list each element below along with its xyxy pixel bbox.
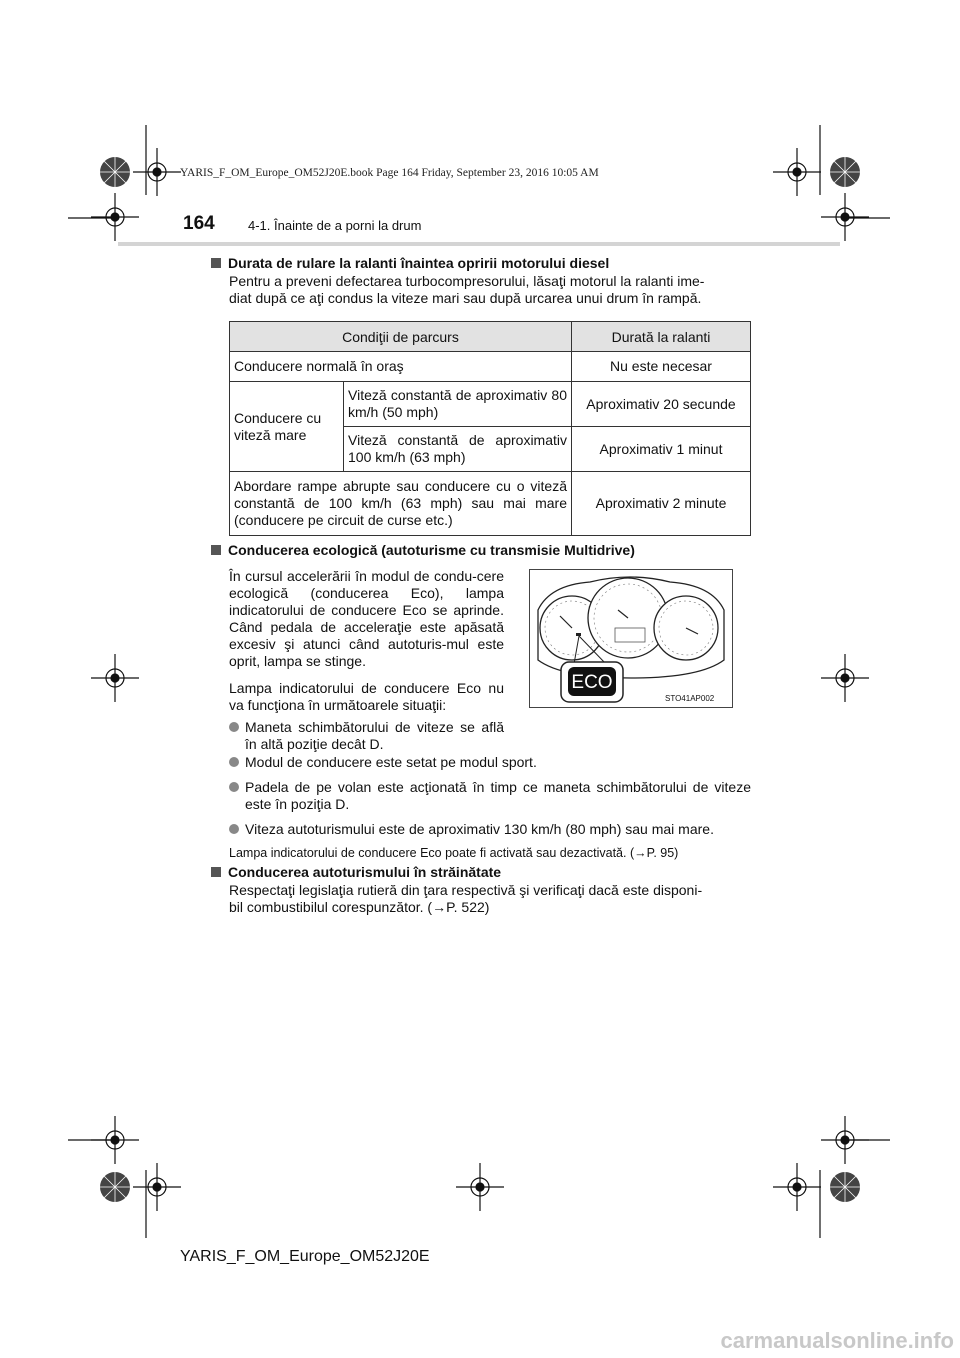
- bullet-icon: [229, 757, 239, 767]
- section-title: 4-1. Înainte de a porni la drum: [248, 218, 422, 233]
- heading-eco-driving: [211, 542, 635, 558]
- table-cell: Abordare rampe abrupte sau conducere cu o viteză constantă de 100 km/h (63 mph) sau mai mare (conducere pe circuit de curse etc.): [230, 472, 572, 536]
- table-cell: Aproximativ 1 minut: [572, 427, 751, 472]
- list-item-text: Modul de conducere este setat pe modul sport.: [245, 754, 537, 770]
- bullet-icon: [229, 722, 239, 732]
- heading-text: Conducerea autoturismului în străinătate: [228, 864, 502, 880]
- table-header: Durată la ralanti: [572, 322, 751, 352]
- heading-text: Conducerea ecologică (autoturisme cu transmisie Multidrive): [228, 542, 635, 558]
- idle-duration-table: [229, 321, 751, 536]
- table-cell: Viteză constantă de aproximativ 80 km/h (50 mph): [344, 382, 572, 427]
- list-item: [229, 754, 767, 771]
- book-info: YARIS_F_OM_Europe_OM52J20E.book Page 164 Friday, September 23, 2016 10:05 AM: [180, 167, 599, 179]
- list-item-text: Padela de pe volan este acţionată în timp ce maneta schimbătorului de viteze este în poziţia D.: [245, 779, 751, 812]
- table-header: Condiţii de parcurs: [230, 322, 572, 352]
- list-item: [229, 821, 775, 838]
- square-bullet-icon: [211, 258, 221, 268]
- heading-diesel-idle: [211, 255, 609, 271]
- footer-code: YARIS_F_OM_Europe_OM52J20E: [180, 1248, 430, 1265]
- paragraph-line: bil combustibilul corespunzător. (→P. 522): [229, 899, 490, 915]
- watermark[interactable]: carmanualsonline.info: [720, 1328, 954, 1353]
- bullet-icon: [229, 824, 239, 834]
- list-item-text: Viteza autoturismului este de aproximativ 130 km/h (80 mph) sau mai mare.: [245, 821, 714, 837]
- figure-code: STO41AP002: [665, 694, 715, 703]
- paragraph-line: Pentru a preveni defectarea turbocompresorului, lăsaţi motorul la ralanti ime-: [229, 273, 705, 289]
- table-cell: Nu este necesar: [572, 352, 751, 382]
- note-text: Lampa indicatorului de conducere Eco poate fi activată sau dezactivată. (→P. 95): [229, 846, 679, 860]
- eco-indicator-label: ECO: [571, 672, 613, 693]
- table-cell: Conducere normală în oraş: [230, 352, 572, 382]
- gauge-cluster-illustration: [530, 570, 732, 707]
- table-cell: Conducere cu viteză mare: [230, 382, 344, 472]
- eco-paragraph: În cursul accelerării în modul de condu-cere ecologică (conducerea Eco), lampa indicatorului de conducere Eco se aprinde. Când pedala de acceleraţie este apăsată excesiv şi atunci când autoturis-mul este oprit, lampa se stinge.: [229, 568, 504, 669]
- page-number: 164: [183, 213, 215, 234]
- table-cell: Aproximativ 2 minute: [572, 472, 751, 536]
- table-cell: Aproximativ 20 secunde: [572, 382, 751, 427]
- paragraph-line: Respectaţi legislaţia rutieră din ţara respectivă şi verificaţi dacă este disponi-: [229, 882, 703, 898]
- table-cell: Viteză constantă de aproximativ 100 km/h (63 mph): [344, 427, 572, 472]
- header-rule: [118, 242, 840, 246]
- eco-paragraph: Lampa indicatorului de conducere Eco nu va funcţiona în următoarele situaţii:: [229, 680, 504, 713]
- instrument-cluster-figure: [529, 569, 733, 708]
- paragraph-line: diat după ce aţi condus la viteze mari sau după urcarea unui drum în rampă.: [229, 290, 702, 306]
- square-bullet-icon: [211, 545, 221, 555]
- heading-abroad: [211, 864, 501, 880]
- list-item: [229, 719, 504, 753]
- heading-text: Durata de rulare la ralanti înaintea opririi motorului diesel: [228, 255, 610, 271]
- square-bullet-icon: [211, 867, 221, 877]
- list-item: [229, 779, 751, 813]
- bullet-icon: [229, 782, 239, 792]
- list-item-text: Maneta schimbătorului de viteze se află în altă poziţie decât D.: [245, 719, 504, 752]
